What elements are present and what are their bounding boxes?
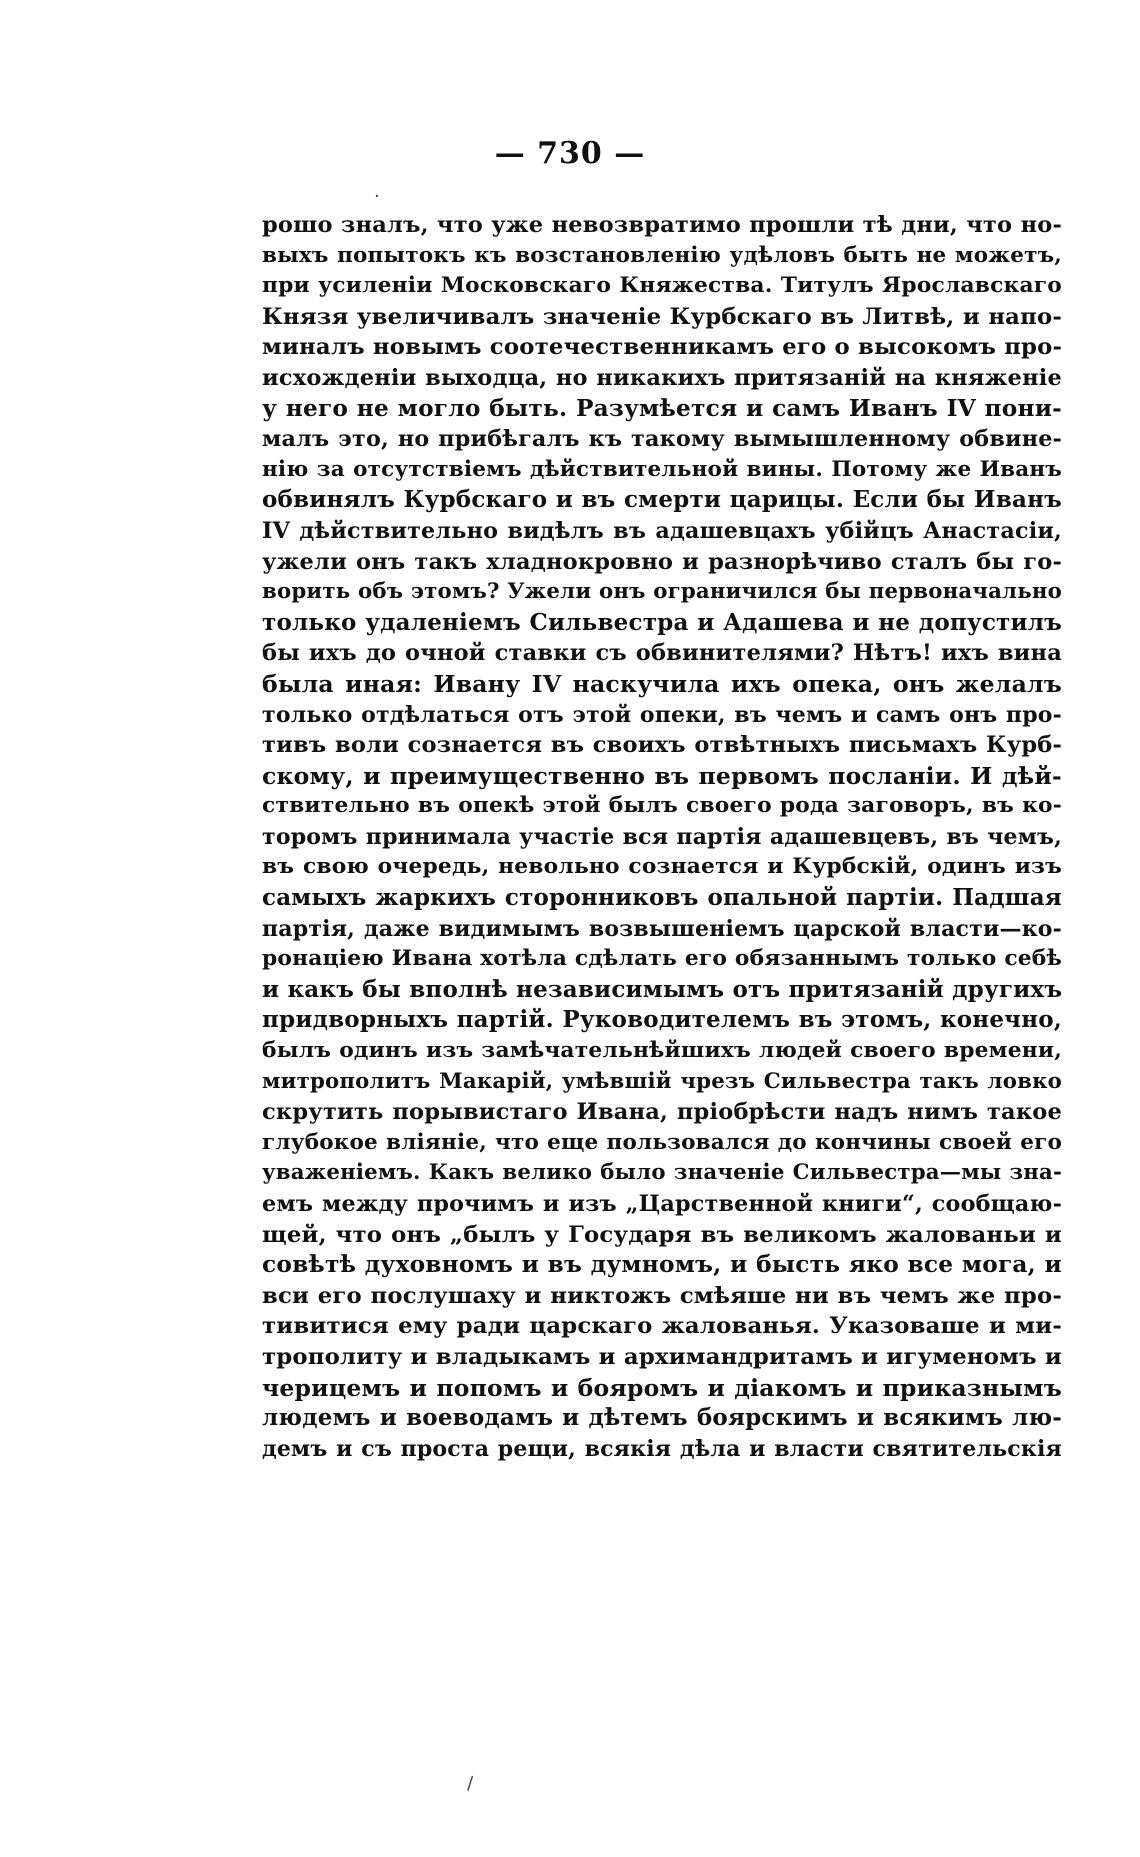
text-line: уваженіемъ. Какъ велико было значеніе Сильвестра—мы зна- <box>262 1160 1062 1186</box>
text-line: рошо зналъ, что уже невозвратимо прошли тѣ дни, что но- <box>262 212 1062 238</box>
text-line: въ свою очередь, невольно сознается и Курбскій, одинъ изъ <box>262 854 1062 880</box>
body-text <box>262 210 1062 1464</box>
text-line: щей, что онъ „былъ у Государя въ великомъ жалованьи и <box>262 1221 1062 1248</box>
text-line: былъ одинъ изъ замѣчательнѣйшихъ людей своего времени, <box>262 1038 1062 1064</box>
text-line: Князя увеличивалъ значеніе Курбскаго въ Литвѣ, и напо- <box>262 303 1062 330</box>
stray-ink-mark: \ <box>461 1773 479 1794</box>
text-line: IV дѣйствительно видѣлъ въ адашевцахъ убійцъ Анастасіи, <box>262 517 1062 544</box>
text-line: ствительно въ опекѣ этой былъ своего рода заговоръ, въ ко- <box>262 793 1062 819</box>
text-line: торомъ принимала участіе вся партія адашевцевъ, въ чемъ, <box>262 823 1062 850</box>
text-line: тивитися ему ради царскаго жалованья. Указоваше и ми- <box>262 1313 1062 1340</box>
text-line: ворить объ этомъ? Ужели онъ ограничился бы первоначально <box>262 579 1062 605</box>
text-line: обвинялъ Курбскаго и въ смерти царицы. Если бы Иванъ <box>262 486 1062 514</box>
text-line: трополиту и владыкамъ и архимандритамъ и игуменомъ и <box>262 1343 1062 1370</box>
text-line: демъ и съ проста рещи, всякія дѣла и власти святительскія <box>262 1435 1062 1462</box>
text-line: тивъ воли сознается въ своихъ отвѣтныхъ письмахъ Курб- <box>262 732 1062 759</box>
text-line: самыхъ жаркихъ сторонниковъ опальной партіи. Падшая <box>262 884 1062 912</box>
text-line: митрополитъ Макарій, умѣвшій чрезъ Сильвестра такъ ловко <box>262 1068 1062 1094</box>
text-line: миналъ новымъ соотечественникамъ его о высокомъ про- <box>262 334 1062 361</box>
text-line: выхъ попытокъ къ возстановленію удѣловъ быть не можетъ, <box>262 242 1062 268</box>
text-line: ужели онъ такъ хладнокровно и разнорѣчиво сталъ бы го- <box>262 548 1062 575</box>
text-line: ронаціею Ивана хотѣла сдѣлать его обязаннымъ только себѣ <box>262 946 1062 972</box>
text-line: была иная: Ивану IV наскучила ихъ опека, онъ желалъ <box>262 669 1062 698</box>
text-line: у него не могло быть. Разумѣется и самъ Иванъ IV пони- <box>262 394 1062 422</box>
text-line: только удаленіемъ Сильвестра и Адашева и не допустилъ <box>262 608 1062 636</box>
text-line: партія, даже видимымъ возвышеніемъ царской власти—ко- <box>262 915 1062 942</box>
text-line: нію за отсутствіемъ дѣйствительной вины. Потому же Иванъ <box>262 456 1062 482</box>
text-line: вси его послушаху и никтожъ смѣяше ни въ чемъ же про- <box>262 1282 1062 1309</box>
text-line: и какъ бы вполнѣ независимымъ отъ притязаній другихъ <box>262 975 1062 1003</box>
text-line: скрутить порывистаго Ивана, пріобрѣсти надъ нимъ такое <box>262 1099 1062 1126</box>
text-line: только отдѣлаться отъ этой опеки, въ чемъ и самъ онъ про- <box>262 701 1062 728</box>
text-line: малъ это, но прибѣгалъ къ такому вымышленному обвине- <box>262 426 1062 453</box>
text-line: бы ихъ до очной ставки съ обвинителями? Нѣтъ! ихъ вина <box>262 640 1062 667</box>
text-line: при усиленіи Московскаго Княжества. Титулъ Ярославскаго <box>262 273 1062 299</box>
text-line: скому, и преимущественно въ первомъ посланіи. И дѣй- <box>262 761 1062 790</box>
text-line: исхожденіи выходца, но никакихъ притязаній на княженіе <box>262 364 1062 391</box>
text-line: людемъ и воеводамъ и дѣтемъ боярскимъ и всякимъ лю- <box>262 1404 1062 1432</box>
text-line: совѣтѣ духовномъ и въ думномъ, и бысть яко все мога, и <box>262 1251 1062 1279</box>
page-number: — 730 — <box>494 136 646 171</box>
text-line: придворныхъ партій. Руководителемъ въ этомъ, конечно, <box>262 1006 1062 1034</box>
stray-ink-mark: · <box>374 186 380 207</box>
text-line: емъ между прочимъ и изъ „Царственной книги“, сообщаю- <box>262 1191 1062 1217</box>
text-line: глубокое вліяніе, что еще пользовался до кончины своей его <box>262 1129 1062 1155</box>
text-line: черицемъ и попомъ и бояромъ и діакомъ и приказнымъ <box>262 1373 1062 1402</box>
